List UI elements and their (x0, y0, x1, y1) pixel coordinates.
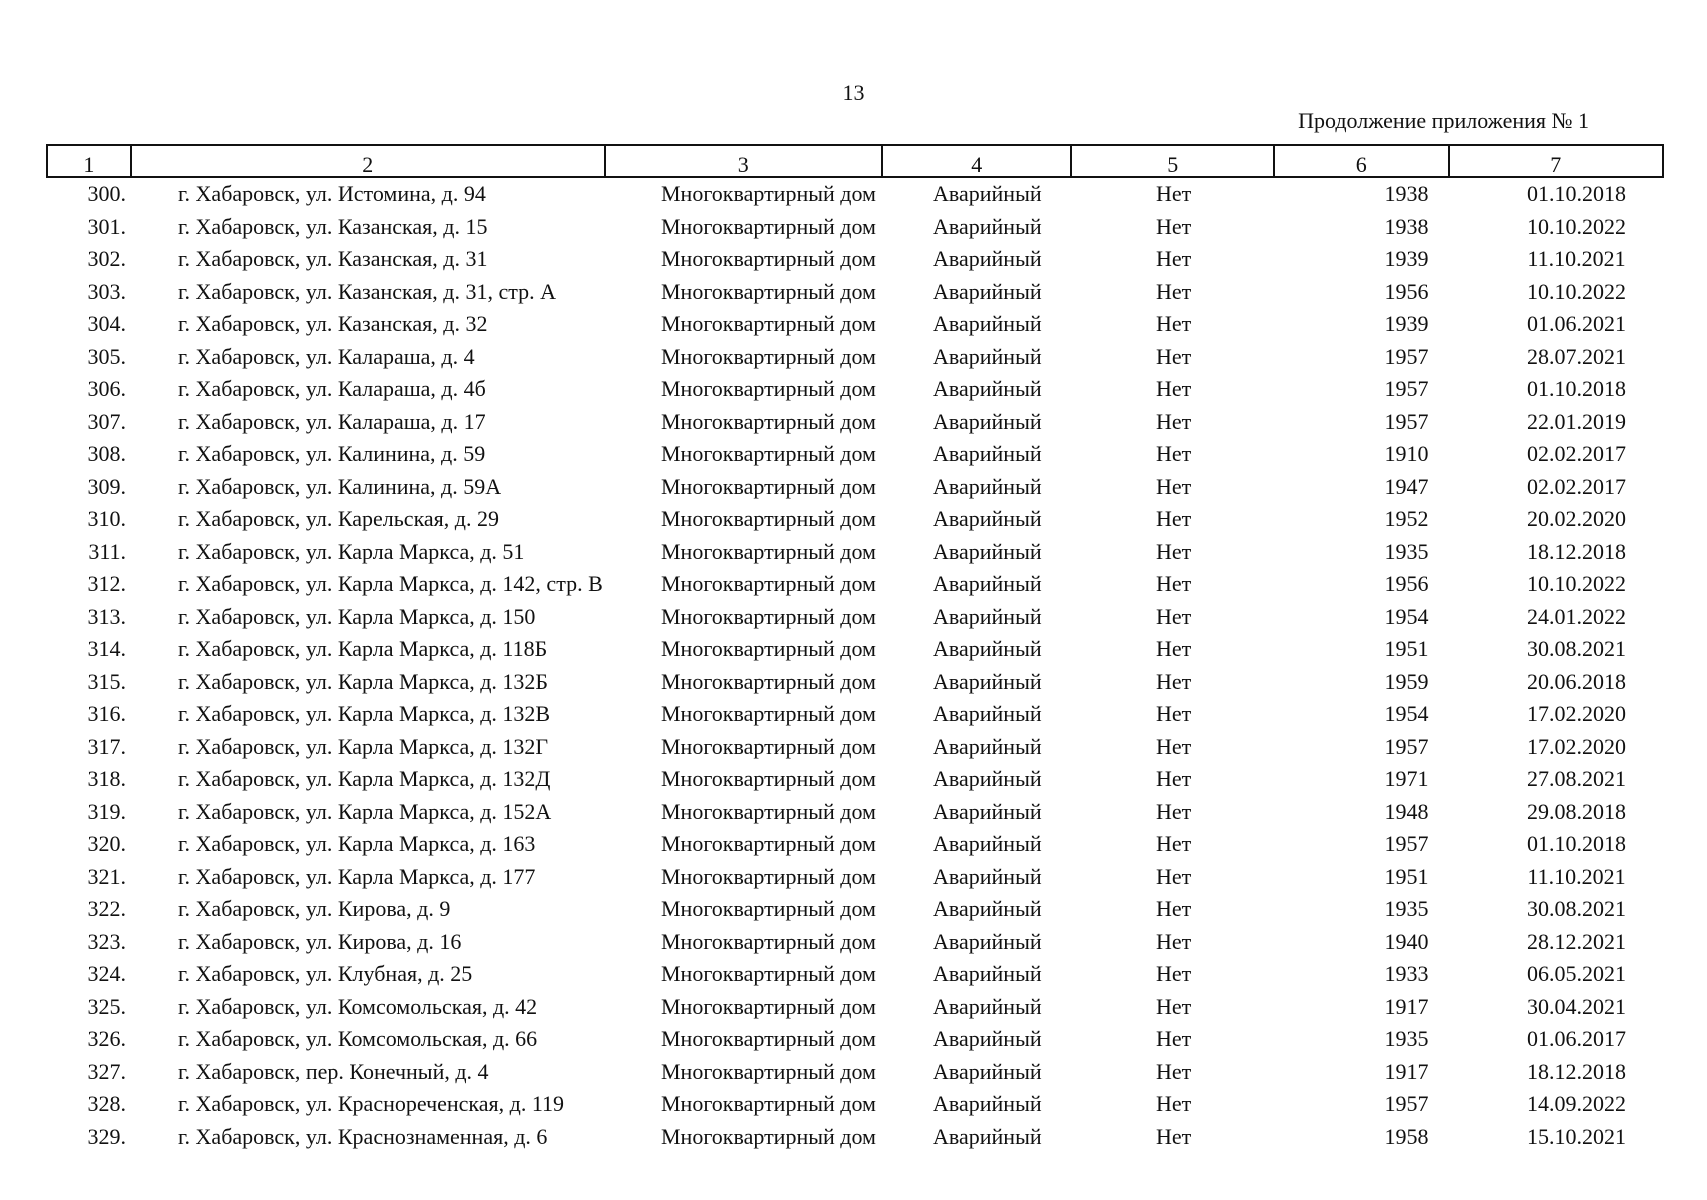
cell-building-type: Многоквартирный дом (661, 733, 876, 759)
cell-year-built: 1917 (1384, 1058, 1429, 1084)
cell-building-type: Многоквартирный дом (661, 538, 876, 564)
cell-condition: Аварийный (933, 1091, 1042, 1117)
cell-date: 11.10.2021 (1527, 863, 1626, 889)
cell-status: Нет (1156, 1123, 1192, 1149)
cell-building-type: Многоквартирный дом (661, 1026, 876, 1052)
cell-status: Нет (1156, 246, 1192, 272)
cell-building-type: Многоквартирный дом (661, 928, 876, 954)
cell-date: 18.12.2018 (1527, 1058, 1626, 1084)
cell-year-built: 1971 (1384, 766, 1429, 792)
cell-date: 22.01.2019 (1527, 408, 1626, 434)
cell-row-number: 304. (87, 311, 126, 337)
cell-status: Нет (1156, 701, 1192, 727)
column-header-7: 7 (1448, 146, 1662, 176)
cell-year-built: 1947 (1384, 473, 1429, 499)
cell-year-built: 1938 (1384, 181, 1429, 207)
cell-address: г. Хабаровск, ул. Карла Маркса, д. 142, стр. В (178, 571, 603, 597)
cell-status: Нет (1156, 798, 1192, 824)
table-row (46, 796, 1664, 829)
cell-row-number: 303. (87, 278, 126, 304)
cell-date: 18.12.2018 (1527, 538, 1626, 564)
cell-year-built: 1956 (1384, 571, 1429, 597)
table-row (46, 763, 1664, 796)
cell-date: 17.02.2020 (1527, 701, 1626, 727)
cell-status: Нет (1156, 506, 1192, 532)
table-row (46, 503, 1664, 536)
cell-address: г. Хабаровск, ул. Казанская, д. 32 (178, 311, 488, 337)
cell-condition: Аварийный (933, 701, 1042, 727)
cell-address: г. Хабаровск, ул. Карла Маркса, д. 51 (178, 538, 525, 564)
cell-date: 14.09.2022 (1527, 1091, 1626, 1117)
cell-condition: Аварийный (933, 181, 1042, 207)
cell-date: 29.08.2018 (1527, 798, 1626, 824)
table-row (46, 926, 1664, 959)
cell-date: 20.02.2020 (1527, 506, 1626, 532)
table-row (46, 601, 1664, 634)
cell-condition: Аварийный (933, 571, 1042, 597)
cell-status: Нет (1156, 343, 1192, 369)
cell-condition: Аварийный (933, 473, 1042, 499)
cell-status: Нет (1156, 668, 1192, 694)
cell-date: 15.10.2021 (1527, 1123, 1626, 1149)
cell-date: 30.04.2021 (1527, 993, 1626, 1019)
cell-row-number: 317. (87, 733, 126, 759)
cell-row-number: 307. (87, 408, 126, 434)
table-row (46, 1088, 1664, 1121)
table-row (46, 1023, 1664, 1056)
cell-address: г. Хабаровск, ул. Карла Маркса, д. 132Д (178, 766, 551, 792)
cell-row-number: 302. (87, 246, 126, 272)
table-row (46, 828, 1664, 861)
cell-row-number: 328. (87, 1091, 126, 1117)
cell-year-built: 1954 (1384, 701, 1429, 727)
cell-row-number: 321. (87, 863, 126, 889)
cell-status: Нет (1156, 1058, 1192, 1084)
cell-status: Нет (1156, 311, 1192, 337)
cell-row-number: 327. (87, 1058, 126, 1084)
cell-address: г. Хабаровск, ул. Карла Маркса, д. 132В (178, 701, 551, 727)
column-header-4: 4 (881, 146, 1071, 176)
cell-date: 02.02.2017 (1527, 441, 1626, 467)
cell-building-type: Многоквартирный дом (661, 278, 876, 304)
table-row (46, 243, 1664, 276)
cell-condition: Аварийный (933, 636, 1042, 662)
cell-building-type: Многоквартирный дом (661, 1091, 876, 1117)
cell-building-type: Многоквартирный дом (661, 701, 876, 727)
column-header-1: 1 (83, 152, 95, 177)
column-header-3: 3 (604, 146, 881, 176)
cell-year-built: 1957 (1384, 376, 1429, 402)
cell-date: 30.08.2021 (1527, 636, 1626, 662)
cell-row-number: 308. (87, 441, 126, 467)
cell-status: Нет (1156, 538, 1192, 564)
cell-date: 27.08.2021 (1527, 766, 1626, 792)
cell-year-built: 1957 (1384, 1091, 1429, 1117)
cell-address: г. Хабаровск, ул. Казанская, д. 15 (178, 213, 488, 239)
cell-status: Нет (1156, 376, 1192, 402)
table-row (46, 438, 1664, 471)
cell-address: г. Хабаровск, ул. Краснореченская, д. 119 (178, 1091, 565, 1117)
cell-date: 01.10.2018 (1527, 831, 1626, 857)
cell-condition: Аварийный (933, 311, 1042, 337)
cell-status: Нет (1156, 636, 1192, 662)
cell-date: 01.06.2021 (1527, 311, 1626, 337)
cell-status: Нет (1156, 603, 1192, 629)
cell-building-type: Многоквартирный дом (661, 571, 876, 597)
cell-row-number: 312. (87, 571, 126, 597)
cell-date: 17.02.2020 (1527, 733, 1626, 759)
cell-address: г. Хабаровск, ул. Карла Маркса, д. 150 (178, 603, 536, 629)
cell-date: 30.08.2021 (1527, 896, 1626, 922)
cell-address: г. Хабаровск, ул. Казанская, д. 31 (178, 246, 488, 272)
cell-row-number: 324. (87, 961, 126, 987)
cell-date: 11.10.2021 (1527, 246, 1626, 272)
housing-table (46, 144, 1664, 1153)
cell-status: Нет (1156, 831, 1192, 857)
cell-building-type: Многоквартирный дом (661, 831, 876, 857)
cell-row-number: 300. (87, 181, 126, 207)
cell-row-number: 320. (87, 831, 126, 857)
table-header-row (46, 144, 1664, 178)
cell-row-number: 305. (87, 343, 126, 369)
cell-year-built: 1935 (1384, 896, 1429, 922)
cell-status: Нет (1156, 441, 1192, 467)
cell-year-built: 1957 (1384, 831, 1429, 857)
cell-building-type: Многоквартирный дом (661, 1123, 876, 1149)
table-row (46, 958, 1664, 991)
cell-date: 20.06.2018 (1527, 668, 1626, 694)
table-row (46, 893, 1664, 926)
cell-year-built: 1935 (1384, 538, 1429, 564)
cell-address: г. Хабаровск, ул. Кирова, д. 9 (178, 896, 451, 922)
cell-status: Нет (1156, 278, 1192, 304)
cell-condition: Аварийный (933, 603, 1042, 629)
cell-date: 24.01.2022 (1527, 603, 1626, 629)
table-row (46, 406, 1664, 439)
cell-status: Нет (1156, 993, 1192, 1019)
cell-date: 01.10.2018 (1527, 181, 1626, 207)
cell-year-built: 1917 (1384, 993, 1429, 1019)
cell-row-number: 306. (87, 376, 126, 402)
cell-address: г. Хабаровск, ул. Истомина, д. 94 (178, 181, 486, 207)
cell-address: г. Хабаровск, ул. Казанская, д. 31, стр. А (178, 278, 556, 304)
cell-row-number: 313. (87, 603, 126, 629)
cell-condition: Аварийный (933, 1026, 1042, 1052)
cell-condition: Аварийный (933, 343, 1042, 369)
cell-date: 01.10.2018 (1527, 376, 1626, 402)
cell-condition: Аварийный (933, 506, 1042, 532)
cell-status: Нет (1156, 766, 1192, 792)
table-row (46, 698, 1664, 731)
cell-date: 28.12.2021 (1527, 928, 1626, 954)
cell-condition: Аварийный (933, 896, 1042, 922)
cell-date: 10.10.2022 (1527, 278, 1626, 304)
cell-address: г. Хабаровск, ул. Карла Маркса, д. 132Г (178, 733, 549, 759)
page-number: 13 (842, 80, 865, 105)
cell-address: г. Хабаровск, пер. Конечный, д. 4 (178, 1058, 489, 1084)
cell-building-type: Многоквартирный дом (661, 863, 876, 889)
table-row (46, 211, 1664, 244)
cell-year-built: 1957 (1384, 408, 1429, 434)
cell-year-built: 1959 (1384, 668, 1429, 694)
table-row (46, 308, 1664, 341)
cell-status: Нет (1156, 571, 1192, 597)
cell-date: 28.07.2021 (1527, 343, 1626, 369)
cell-condition: Аварийный (933, 246, 1042, 272)
cell-building-type: Многоквартирный дом (661, 473, 876, 499)
cell-address: г. Хабаровск, ул. Комсомольская, д. 66 (178, 1026, 538, 1052)
cell-building-type: Многоквартирный дом (661, 961, 876, 987)
cell-date: 01.06.2017 (1527, 1026, 1626, 1052)
cell-row-number: 322. (87, 896, 126, 922)
cell-year-built: 1939 (1384, 311, 1429, 337)
cell-address: г. Хабаровск, ул. Карла Маркса, д. 163 (178, 831, 536, 857)
cell-row-number: 314. (87, 636, 126, 662)
table-row (46, 991, 1664, 1024)
cell-address: г. Хабаровск, ул. Краснознаменная, д. 6 (178, 1123, 548, 1149)
cell-address: г. Хабаровск, ул. Карла Маркса, д. 118Б (178, 636, 548, 662)
cell-status: Нет (1156, 408, 1192, 434)
cell-row-number: 311. (88, 538, 126, 564)
cell-building-type: Многоквартирный дом (661, 311, 876, 337)
cell-address: г. Хабаровск, ул. Калараша, д. 4 (178, 343, 475, 369)
cell-condition: Аварийный (933, 863, 1042, 889)
table-row (46, 373, 1664, 406)
cell-building-type: Многоквартирный дом (661, 766, 876, 792)
table-row (46, 471, 1664, 504)
cell-address: г. Хабаровск, ул. Карла Маркса, д. 177 (178, 863, 536, 889)
cell-status: Нет (1156, 896, 1192, 922)
cell-building-type: Многоквартирный дом (661, 1058, 876, 1084)
cell-row-number: 325. (87, 993, 126, 1019)
cell-building-type: Многоквартирный дом (661, 441, 876, 467)
cell-year-built: 1938 (1384, 213, 1429, 239)
table-row (46, 178, 1664, 211)
cell-condition: Аварийный (933, 278, 1042, 304)
cell-date: 06.05.2021 (1527, 961, 1626, 987)
cell-year-built: 1954 (1384, 603, 1429, 629)
cell-status: Нет (1156, 961, 1192, 987)
cell-date: 10.10.2022 (1527, 571, 1626, 597)
cell-condition: Аварийный (933, 408, 1042, 434)
cell-address: г. Хабаровск, ул. Карельская, д. 29 (178, 506, 499, 532)
cell-date: 10.10.2022 (1527, 213, 1626, 239)
table-row (46, 568, 1664, 601)
cell-year-built: 1957 (1384, 733, 1429, 759)
cell-condition: Аварийный (933, 441, 1042, 467)
appendix-title: Продолжение приложения № 1 (1298, 108, 1589, 133)
column-header-5: 5 (1070, 146, 1273, 176)
cell-address: г. Хабаровск, ул. Карла Маркса, д. 152А (178, 798, 552, 824)
cell-year-built: 1951 (1384, 636, 1429, 662)
cell-building-type: Многоквартирный дом (661, 213, 876, 239)
cell-address: г. Хабаровск, ул. Кирова, д. 16 (178, 928, 462, 954)
cell-condition: Аварийный (933, 733, 1042, 759)
cell-building-type: Многоквартирный дом (661, 798, 876, 824)
cell-year-built: 1951 (1384, 863, 1429, 889)
column-header-6: 6 (1273, 146, 1448, 176)
cell-status: Нет (1156, 733, 1192, 759)
cell-condition: Аварийный (933, 1123, 1042, 1149)
cell-row-number: 301. (87, 213, 126, 239)
table-row (46, 1121, 1664, 1154)
cell-building-type: Многоквартирный дом (661, 246, 876, 272)
cell-row-number: 309. (87, 473, 126, 499)
cell-row-number: 315. (87, 668, 126, 694)
cell-row-number: 318. (87, 766, 126, 792)
cell-address: г. Хабаровск, ул. Карла Маркса, д. 132Б (178, 668, 549, 694)
cell-building-type: Многоквартирный дом (661, 506, 876, 532)
cell-address: г. Хабаровск, ул. Калинина, д. 59А (178, 473, 502, 499)
cell-year-built: 1952 (1384, 506, 1429, 532)
cell-year-built: 1910 (1384, 441, 1429, 467)
cell-condition: Аварийный (933, 928, 1042, 954)
cell-condition: Аварийный (933, 961, 1042, 987)
cell-row-number: 326. (87, 1026, 126, 1052)
cell-row-number: 319. (87, 798, 126, 824)
table-row (46, 536, 1664, 569)
cell-row-number: 323. (87, 928, 126, 954)
column-header-2: 2 (130, 146, 604, 176)
table-row (46, 861, 1664, 894)
cell-status: Нет (1156, 213, 1192, 239)
cell-condition: Аварийный (933, 376, 1042, 402)
cell-date: 02.02.2017 (1527, 473, 1626, 499)
cell-condition: Аварийный (933, 831, 1042, 857)
table-row (46, 1056, 1664, 1089)
cell-address: г. Хабаровск, ул. Калараша, д. 4б (178, 376, 486, 402)
cell-condition: Аварийный (933, 668, 1042, 694)
table-row (46, 633, 1664, 666)
cell-status: Нет (1156, 181, 1192, 207)
cell-year-built: 1935 (1384, 1026, 1429, 1052)
cell-address: г. Хабаровск, ул. Комсомольская, д. 42 (178, 993, 538, 1019)
cell-status: Нет (1156, 1026, 1192, 1052)
cell-year-built: 1948 (1384, 798, 1429, 824)
cell-building-type: Многоквартирный дом (661, 408, 876, 434)
table-row (46, 731, 1664, 764)
table-body (46, 178, 1664, 1153)
cell-row-number: 329. (87, 1123, 126, 1149)
table-row (46, 341, 1664, 374)
cell-year-built: 1939 (1384, 246, 1429, 272)
cell-row-number: 316. (87, 701, 126, 727)
cell-building-type: Многоквартирный дом (661, 636, 876, 662)
cell-condition: Аварийный (933, 538, 1042, 564)
cell-year-built: 1940 (1384, 928, 1429, 954)
cell-condition: Аварийный (933, 993, 1042, 1019)
table-row (46, 276, 1664, 309)
cell-building-type: Многоквартирный дом (661, 343, 876, 369)
cell-status: Нет (1156, 473, 1192, 499)
cell-address: г. Хабаровск, ул. Калинина, д. 59 (178, 441, 486, 467)
cell-year-built: 1956 (1384, 278, 1429, 304)
cell-building-type: Многоквартирный дом (661, 993, 876, 1019)
table-row (46, 666, 1664, 699)
cell-building-type: Многоквартирный дом (661, 603, 876, 629)
cell-building-type: Многоквартирный дом (661, 181, 876, 207)
cell-condition: Аварийный (933, 213, 1042, 239)
cell-address: г. Хабаровск, ул. Калараша, д. 17 (178, 408, 486, 434)
cell-building-type: Многоквартирный дом (661, 896, 876, 922)
cell-building-type: Многоквартирный дом (661, 668, 876, 694)
cell-year-built: 1958 (1384, 1123, 1429, 1149)
cell-year-built: 1957 (1384, 343, 1429, 369)
cell-building-type: Многоквартирный дом (661, 376, 876, 402)
cell-condition: Аварийный (933, 798, 1042, 824)
cell-year-built: 1933 (1384, 961, 1429, 987)
cell-status: Нет (1156, 1091, 1192, 1117)
cell-address: г. Хабаровск, ул. Клубная, д. 25 (178, 961, 473, 987)
cell-condition: Аварийный (933, 766, 1042, 792)
cell-status: Нет (1156, 928, 1192, 954)
cell-row-number: 310. (87, 506, 126, 532)
cell-status: Нет (1156, 863, 1192, 889)
cell-condition: Аварийный (933, 1058, 1042, 1084)
